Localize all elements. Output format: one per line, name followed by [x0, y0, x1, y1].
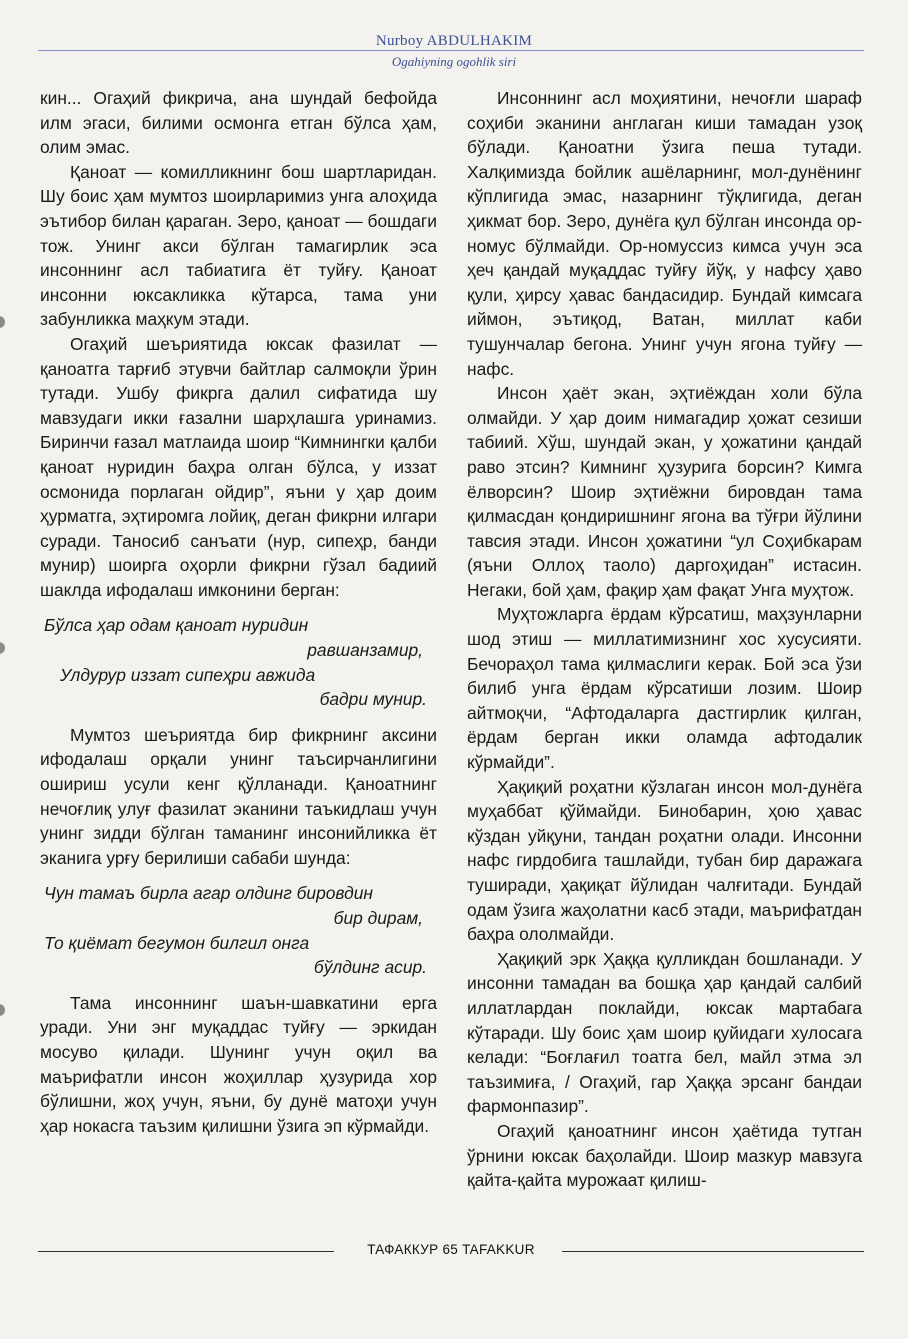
- footer-page-number: ТАФАККУР 65 TAFAKKUR: [367, 1242, 535, 1257]
- footer-rule: [562, 1251, 864, 1252]
- verse-quote: [40, 881, 437, 979]
- verse-line: Чун тамаъ бирла агар олдинг бировдин: [44, 883, 373, 904]
- verse-line: бўлдинг асир.: [313, 957, 427, 978]
- verse-quote: [40, 613, 437, 711]
- paragraph: Мумтоз шеъриятда бир фикрнинг аксини ифодалаш орқали унинг таъсирчанлигини ошириш усули кенг қўлланади. Қаноатнинг нечоғлиқ улуғ фазилат эканини таъкидлаш учун унинг зидди бўлган таманинг инсонийликка ёт эканига урғу берилиши сабаби шунда:: [40, 724, 437, 868]
- verse-line: равшанзамир,: [307, 640, 423, 661]
- header-rule: [38, 50, 864, 51]
- left-column: [40, 86, 437, 1138]
- paragraph: кин... Огаҳий фикрича, ана шундай бефойда илм эгаси, билими осмонга етган бўлса ҳам, олим эмас.: [40, 88, 437, 158]
- right-column: [467, 86, 862, 1193]
- paragraph: Огаҳий шеъриятида юксак фазилат — қаноатга тарғиб этувчи байтлар салмоқли ўрин тутади. Ушбу фикрга далил сифатида шу мавзудаги икки ғазални шарҳлашга уринамиз. Биринчи ғазал матлаида шоир “Кимнингки қалби қаноат нуридин баҳра олган бўлса, у иззат осмонида порлаган ойдир”, яъни у ҳар доим ҳурматга, эҳтиромга лойиқ, деган фикрни илгари суради. Таносиб санъати (нур, сипеҳр, банди мунир) шоирга оҳорли фикрни гўзал бадиий шаклда ифодалаш имконини берган:: [40, 333, 437, 600]
- paragraph: Қаноат — комилликнинг бош шартларидан. Шу боис ҳам мумтоз шоирларимиз унга алоҳида эътибор билан қараган. Зеро, қаноат — бошдаги тож. Унинг акси бўлган тамагирлик эса инсоннинг асл табиатига ёт туйғу. Қаноат инсонни юксакликка кўтарса, тама уни забунликка маҳкум этади.: [40, 161, 437, 330]
- verse-line: бадри мунир.: [319, 689, 427, 710]
- paragraph: Инсоннинг асл моҳиятини, нечоғли шараф соҳиби эканини англаган киши тамадан узоқ бўлади. Қаноатни ўзига пеша тутади. Халқимизда бойлик ашёларнинг, мол-дунёнинг кўплигида эмас, назарнинг тўқлигида, деган ҳикмат бор. Зеро, дунёга қул бўлган инсонда ор-номус бўлмайди. Ор-номуссиз кимса учун эса ҳеч қандай муқаддас туйғу йўқ, у нафсу ҳаво қули, ҳирсу ҳавас бандасидир. Бундай кимсага иймон, эътиқод, Ватан, миллат каби тушунчалар бегона. Унинг учун ягона туйғу — нафс.: [467, 88, 862, 379]
- paragraph: Тама инсоннинг шаън-шавкатини ерга уради. Уни энг муқаддас туйғу — эркидан мосуво қилади. Шунинг учун оқил ва маърифатли инсон жоҳиллар ҳузурида хор бўлишни, жоҳ учун, яъни, бу дунё матоҳи учун ҳар нокасга таъзим қилишни ўзига эп кўрмайди.: [40, 992, 437, 1136]
- binder-hole: [0, 316, 5, 328]
- running-header-title: Ogahiyning ogohlik siri: [391, 54, 517, 69]
- page-footer: [38, 1241, 864, 1261]
- verse-line: Бўлса ҳар одам қаноат нуридин: [44, 615, 309, 636]
- binder-hole: [0, 642, 5, 654]
- paragraph: Ҳақиқий роҳатни кўзлаган инсон мол-дунёга муҳаббат қўймайди. Бинобарин, ҳою ҳавас кўздан уйқуни, тандан роҳатни олади. Инсонни нафс гирдобига ташлайди, тубан бир даражага туширади, ҳақиқат йўлидан чалғитади. Бундай одам ўзига жаҳолатни касб этади, маърифатдан баҳра ололмайди.: [467, 776, 862, 945]
- binder-hole: [0, 1004, 5, 1016]
- paragraph: Ҳақиқий эрк Ҳаққа қулликдан бошланади. У инсонни тамадан ва бошқа ҳар қандай салбий иллатлардан поклайди, юксак мартабага кўтаради. Шу боис ҳам шоир қуйидаги хулосага келади: “Боғлағил тоатга бел, майл этма эл таъзимиға, / Огаҳий, гар Ҳаққа эрсанг бандаи фармонпазир”.: [467, 948, 862, 1117]
- running-header-author: Nurboy ABDULHAKIM: [375, 33, 533, 49]
- paragraph: Инсон ҳаёт экан, эҳтиёждан холи бўла олмайди. У ҳар доим нимагадир ҳожат сезиши табиий. Хўш, шундай экан, у ҳожатини қандай раво этсин? Кимнинг ҳузурига борсин? Кимга ёлворсин? Шоир эҳтиёжни бировдан тама қилмасдан қондиришнинг ягона ва тўғри йўлини тавсия этади. Инсон ҳожатини “ул Соҳибкарам (яъни Оллоҳ таоло) даргоҳидан” истасин. Негаки, бой ҳам, фақир ҳам фақат Унга муҳтож.: [467, 383, 862, 600]
- verse-line: Улдурур иззат сипеҳри авжида: [60, 664, 316, 685]
- verse-line: То қиёмат бегумон билгил онга: [44, 932, 310, 953]
- verse-line: бир дирам,: [333, 908, 423, 928]
- paragraph: Огаҳий қаноатнинг инсон ҳаётида тутган ўрнини юксак баҳолайди. Шоир мазкур мавзуга қайта-қайта мурожаат қилиш-: [467, 1120, 862, 1191]
- paragraph: Муҳтожларга ёрдам кўрсатиш, маҳзунларни шод этиш — миллатимизнинг хос хусусияти. Бечораҳол тама қилмаслиги керак. Бой эса ўзи билиб унга ёрдам кўрсатиши лозим. Шоир айтмоқчи, “Афтодаларга дастгирлик қилган, ёрдам берган икки оламда афтодалик кўрмайди”.: [467, 604, 862, 773]
